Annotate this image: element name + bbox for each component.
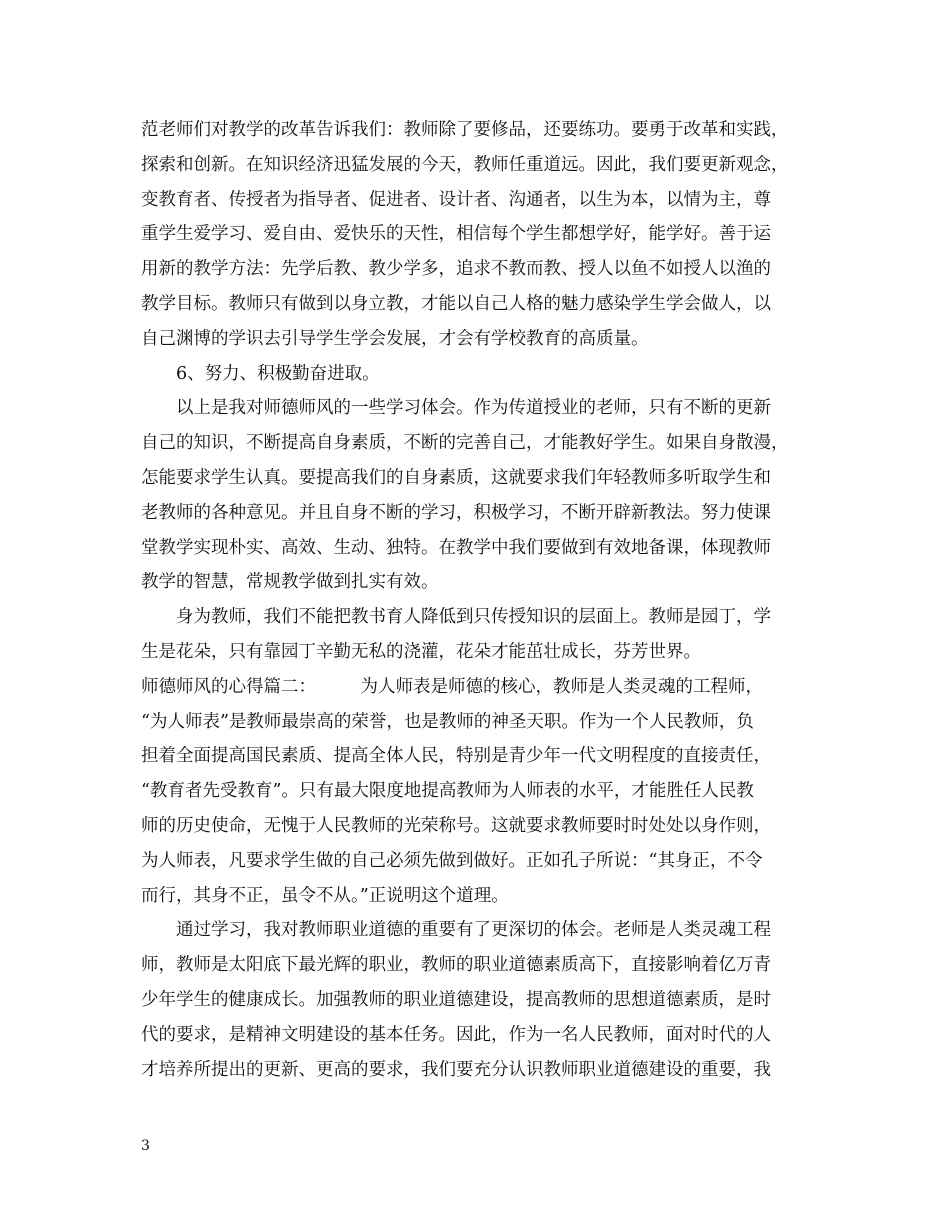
paragraph-start: 通过学习，我对教师职业道德的重要有了更深切的体会。老师是人类灵魂工程 — [176, 920, 771, 941]
text-line: 范老师们对教学的改革告诉我们：教师除了要修品，还要练功。要勇于改革和实践， — [141, 120, 789, 140]
text-line: 重学生爱学习、爱自由、爱快乐的天性，相信每个学生都想学好，能学好。善于运 — [141, 224, 771, 245]
page-number: 3 — [141, 1138, 150, 1154]
paragraph-start: 身为教师，我们不能把教书育人降低到只传授知识的层面上。教师是园丁，学 — [176, 607, 771, 628]
text-line: 才培养所提出的更新、更高的要求，我们要充分认识教师职业道德建设的重要，我 — [141, 1059, 771, 1080]
body-text — [141, 113, 831, 1087]
text-line: “教育者先受教育”。只有最大限度地提高教师为人师表的水平，才能胜任人民教 — [141, 781, 754, 802]
text-line: 老教师的各种意见。并且自身不断的学习，积极学习，不断开辟新教法。努力使课 — [141, 502, 771, 523]
text-line: 教学的智慧，常规教学做到扎实有效。 — [141, 572, 439, 593]
text-line: 担着全面提高国民素质、提高全体人民，特别是青少年一代文明程度的直接责任， — [141, 746, 771, 767]
text-line: 少年学生的健康成长。加强教师的职业道德建设，提高教师的思想道德素质，是时 — [141, 989, 771, 1010]
text-line: 自己渊博的学识去引导学生学会发展，才会有学校教育的高质量。 — [141, 328, 649, 349]
text-line: 探索和创新。在知识经济迅猛发展的今天，教师任重道远。因此，我们要更新观念， — [141, 154, 789, 175]
text-line: 师的历史使命，无愧于人民教师的光荣称号。这就要求教师要时时处处以身作则， — [141, 815, 771, 836]
section-heading-line: 师德师风的心得篇二： 为人师表是师德的核心，教师是人类灵魂的工程师， — [141, 676, 763, 697]
text-line: 变教育者、传授者为指导者、促进者、设计者、沟通者，以生为本，以情为主，尊 — [141, 189, 771, 210]
text-line: 怎能要求学生认真。要提高我们的自身素质，这就要求我们年轻教师多听取学生和 — [141, 467, 771, 488]
text-line: 用新的教学方法：先学后教、教少学多，追求不教而教、授人以鱼不如授人以渔的 — [141, 259, 771, 280]
paragraph-start: 以上是我对师德师风的一些学习体会。作为传道授业的老师，只有不断的更新 — [176, 398, 771, 419]
text-line: 为人师表，凡要求学生做的自己必须先做到做好。正如孔子所说：“其身正，不令 — [141, 850, 763, 871]
text-line: 教学目标。教师只有做到以身立教，才能以自己人格的魅力感染学生学会做人，以 — [141, 293, 771, 314]
text-line: 代的要求，是精神文明建设的基本任务。因此，作为一名人民教师，面对时代的人 — [141, 1024, 771, 1045]
list-item-heading: 6、努力、积极勤奋进取。 — [176, 363, 380, 384]
text-line: 而行，其身不正，虽令不从。”正说明这个道理。 — [141, 885, 509, 906]
text-line: 师，教师是太阳底下最光辉的职业，教师的职业道德素质高下，直接影响着亿万青 — [141, 955, 771, 976]
text-line: 生是花朵，只有靠园丁辛勤无私的浇灌，花朵才能茁壮成长，芬芳世界。 — [141, 641, 701, 662]
text-line: 堂教学实现朴实、高效、生动、独特。在教学中我们要做到有效地备课，体现教师 — [141, 537, 771, 558]
text-line: “为人师表”是教师最崇高的荣誉，也是教师的神圣天职。作为一个人民教师，负 — [141, 711, 754, 732]
text-line: 自己的知识，不断提高自身素质，不断的完善自己，才能教好学生。如果自身散漫， — [141, 433, 789, 454]
